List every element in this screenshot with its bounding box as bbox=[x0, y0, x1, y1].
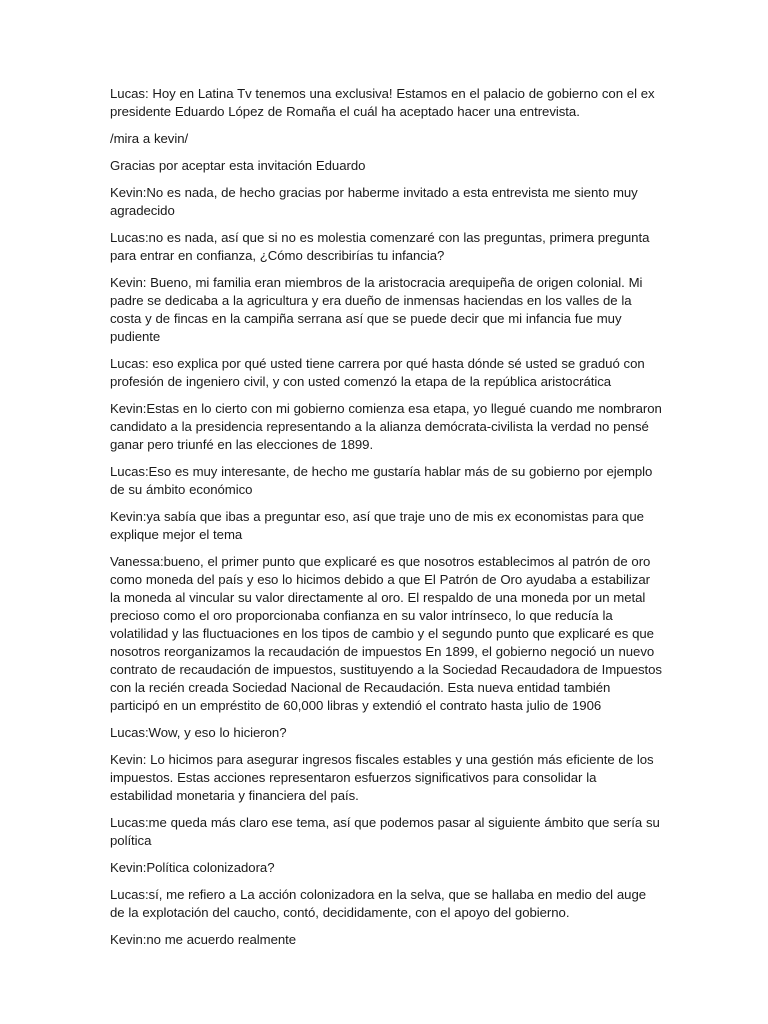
paragraph-lucas-question-3: Lucas:Eso es muy interesante, de hecho me gustaría hablar más de su gobierno por ejemplo de su ámbito económico bbox=[110, 464, 653, 497]
document-body bbox=[110, 85, 662, 958]
paragraph-kevin-reply-3: Kevin:Estas en lo cierto con mi gobierno comienza esa etapa, yo llegué cuando me nombraron candidato a la presidencia representando a la alianza demócrata-civilista la verdad no pensé ganar pero triunfé en las elecciones de 1899. bbox=[110, 401, 662, 452]
paragraph-intro: Lucas: Hoy en Latina Tv tenemos una exclusiva! Estamos en el palacio de gobierno con el ex presidente Eduardo López de Romaña el cuál ha aceptado hacer una entrevista. bbox=[110, 86, 655, 119]
paragraph-kevin-reply-4: Kevin:ya sabía que ibas a preguntar eso, así que traje uno de mis ex economistas para que explique mejor el tema bbox=[110, 509, 644, 542]
paragraph-vanessa-explanation: Vanessa:bueno, el primer punto que explicaré es que nosotros establecimos al patrón de oro como moneda del país y eso lo hicimos debido a que El Patrón de Oro ayudaba a estabilizar la moneda al vincular su valor directamente al oro. El respaldo de una moneda por un metal precioso como el oro proporcionaba confianza en su valor intrínseco, lo que reducía la volatilidad y las fluctuaciones en los tipos de cambio y el segundo punto que explicaré es que nosotros reorganizamos la recaudación de impuestos En 1899, el gobierno negoció un nuevo contrato de recaudación de impuestos, sustituyendo a la Sociedad Recaudadora de Impuestos con la recién creada Sociedad Nacional de Recaudación. Esta nueva entidad también participó en un empréstito de 60,000 libras y extendió el contrato hasta julio de 1906 bbox=[110, 554, 662, 713]
paragraph-kevin-reply-1: Kevin:No es nada, de hecho gracias por haberme invitado a esta entrevista me siento muy agradecido bbox=[110, 185, 638, 218]
paragraph-kevin-reply-6: Kevin:Política colonizadora? bbox=[110, 860, 275, 875]
paragraph-lucas-question-1: Lucas:no es nada, así que si no es molestia comenzaré con las preguntas, primera pregunta para entrar en confianza, ¿Cómo describirías tu infancia? bbox=[110, 230, 650, 263]
paragraph-lucas-question-5: Lucas:me queda más claro ese tema, así que podemos pasar al siguiente ámbito que sería su política bbox=[110, 815, 660, 848]
paragraph-stage-direction: /mira a kevin/ bbox=[110, 131, 189, 146]
paragraph-kevin-reply-7: Kevin:no me acuerdo realmente bbox=[110, 932, 297, 947]
paragraph-thanks: Gracias por aceptar esta invitación Eduardo bbox=[110, 158, 366, 173]
paragraph-lucas-question-4: Lucas:Wow, y eso lo hicieron? bbox=[110, 725, 287, 740]
paragraph-kevin-reply-5: Kevin: Lo hicimos para asegurar ingresos fiscales estables y una gestión más eficiente de los impuestos. Estas acciones representaron esfuerzos significativos para consolidar la estabilidad monetaria y financiera del país. bbox=[110, 752, 654, 803]
paragraph-kevin-reply-2: Kevin: Bueno, mi familia eran miembros de la aristocracia arequipeña de origen colonial. Mi padre se dedicaba a la agricultura y era dueño de inmensas haciendas en los valles de la costa y de fincas en la campiña serrana así que se puede decir que mi infancia fue muy pudiente bbox=[110, 275, 643, 344]
paragraph-lucas-question-6: Lucas:sí, me refiero a La acción colonizadora en la selva, que se hallaba en medio del auge de la explotación del caucho, contó, decididamente, con el apoyo del gobierno. bbox=[110, 887, 647, 920]
paragraph-lucas-question-2: Lucas: eso explica por qué usted tiene carrera por qué hasta dónde sé usted se graduó con profesión de ingeniero civil, y con usted comenzó la etapa de la república aristocrática bbox=[110, 356, 645, 389]
